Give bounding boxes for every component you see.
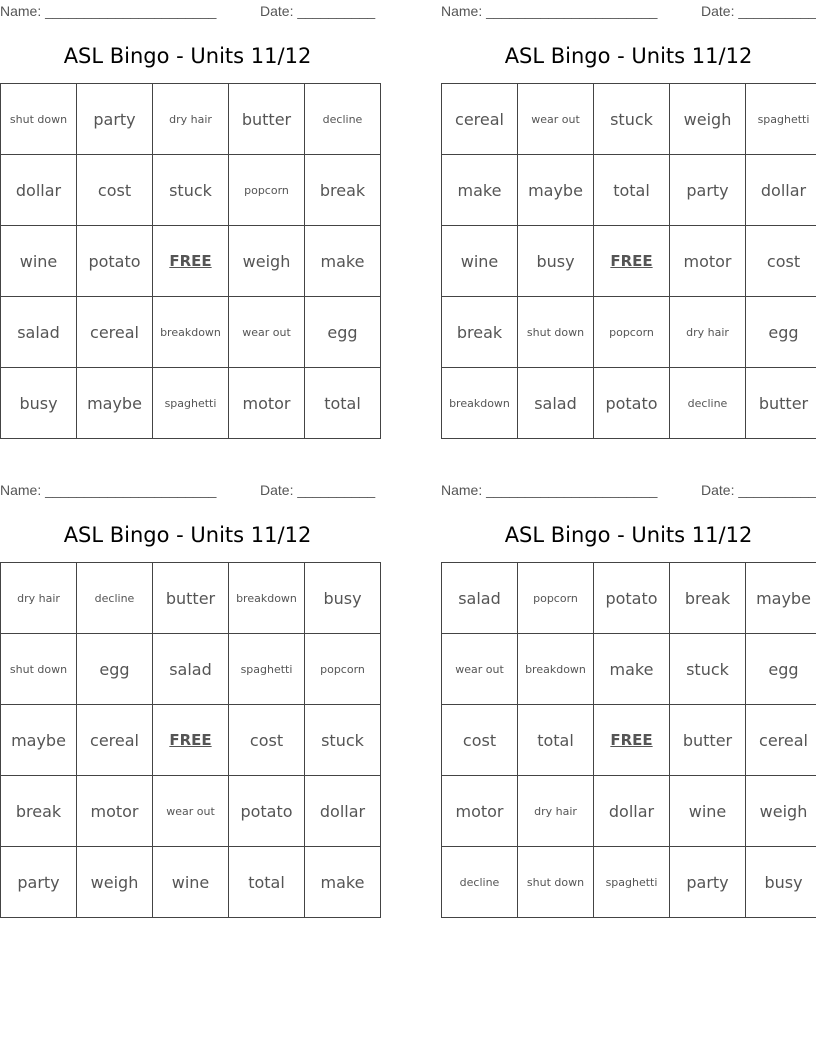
bingo-cell: dry hair	[518, 776, 594, 847]
bingo-cell: maybe	[746, 563, 816, 634]
bingo-cell: popcorn	[518, 563, 594, 634]
name-field-label: Name: ______________________	[0, 482, 217, 498]
bingo-cell: make	[442, 155, 518, 226]
name-field-label: Name: ______________________	[0, 3, 217, 19]
bingo-cell: weigh	[77, 847, 153, 918]
bingo-cell: motor	[77, 776, 153, 847]
bingo-cell: make	[594, 634, 670, 705]
bingo-cell: decline	[305, 84, 381, 155]
bingo-cell: break	[442, 297, 518, 368]
bingo-row	[442, 297, 816, 368]
bingo-cell: cereal	[442, 84, 518, 155]
bingo-cell: maybe	[1, 705, 77, 776]
bingo-cell: popcorn	[229, 155, 305, 226]
bingo-cell: spaghetti	[153, 368, 229, 439]
bingo-row	[442, 84, 816, 155]
bingo-cell: make	[305, 226, 381, 297]
bingo-cell: shut down	[1, 634, 77, 705]
bingo-row	[1, 297, 381, 368]
bingo-cell: stuck	[594, 84, 670, 155]
bingo-cell: wear out	[229, 297, 305, 368]
bingo-cell: party	[1, 847, 77, 918]
bingo-cell: shut down	[518, 847, 594, 918]
bingo-cell: dollar	[594, 776, 670, 847]
bingo-cell: stuck	[670, 634, 746, 705]
bingo-grid	[441, 562, 816, 918]
bingo-cell: busy	[305, 563, 381, 634]
date-field-label: Date: __________	[701, 3, 816, 19]
free-space-cell: FREE	[594, 226, 670, 297]
bingo-cell: break	[1, 776, 77, 847]
bingo-row	[442, 705, 816, 776]
bingo-cell: motor	[670, 226, 746, 297]
bingo-cell: cereal	[77, 297, 153, 368]
bingo-cell: wear out	[518, 84, 594, 155]
bingo-cell: butter	[670, 705, 746, 776]
bingo-cell: butter	[153, 563, 229, 634]
bingo-cell: potato	[77, 226, 153, 297]
bingo-cell: wine	[153, 847, 229, 918]
bingo-cell: cereal	[746, 705, 816, 776]
bingo-cell: salad	[518, 368, 594, 439]
bingo-row	[1, 563, 381, 634]
bingo-cell: wear out	[153, 776, 229, 847]
bingo-cell: wine	[442, 226, 518, 297]
bingo-cell: weigh	[670, 84, 746, 155]
date-field-label: Date: __________	[260, 482, 376, 498]
bingo-row	[442, 368, 816, 439]
card-title: ASL Bingo - Units 11/12	[63, 44, 312, 68]
bingo-cell: salad	[442, 563, 518, 634]
bingo-row	[442, 634, 816, 705]
bingo-cell: busy	[746, 847, 816, 918]
bingo-row	[442, 776, 816, 847]
bingo-cell: dry hair	[1, 563, 77, 634]
bingo-cell: total	[229, 847, 305, 918]
bingo-cell: maybe	[518, 155, 594, 226]
bingo-cell: potato	[594, 563, 670, 634]
bingo-cell: cost	[77, 155, 153, 226]
bingo-cell: egg	[77, 634, 153, 705]
bingo-cell: spaghetti	[229, 634, 305, 705]
bingo-cell: breakdown	[153, 297, 229, 368]
bingo-cell: potato	[229, 776, 305, 847]
bingo-cell: cost	[442, 705, 518, 776]
card-title: ASL Bingo - Units 11/12	[63, 523, 312, 547]
bingo-cell: shut down	[1, 84, 77, 155]
bingo-row	[1, 705, 381, 776]
bingo-cell: total	[518, 705, 594, 776]
bingo-cell: make	[305, 847, 381, 918]
bingo-cell: butter	[746, 368, 816, 439]
bingo-row	[1, 368, 381, 439]
bingo-cell: total	[305, 368, 381, 439]
bingo-cell: wine	[1, 226, 77, 297]
bingo-row	[442, 563, 816, 634]
bingo-cell: party	[670, 847, 746, 918]
bingo-cell: wear out	[442, 634, 518, 705]
bingo-cell: busy	[518, 226, 594, 297]
bingo-cell: breakdown	[518, 634, 594, 705]
free-space-cell: FREE	[594, 705, 670, 776]
bingo-cell: egg	[746, 634, 816, 705]
bingo-cell: dollar	[1, 155, 77, 226]
bingo-row	[1, 847, 381, 918]
bingo-cell: cereal	[77, 705, 153, 776]
card-title: ASL Bingo - Units 11/12	[504, 523, 753, 547]
bingo-grid	[0, 562, 381, 918]
bingo-cell: busy	[1, 368, 77, 439]
name-field-label: Name: ______________________	[441, 3, 658, 19]
bingo-cell: motor	[442, 776, 518, 847]
bingo-cell: cost	[746, 226, 816, 297]
date-field-label: Date: __________	[260, 3, 376, 19]
bingo-cell: weigh	[746, 776, 816, 847]
bingo-cell: popcorn	[305, 634, 381, 705]
bingo-cell: shut down	[518, 297, 594, 368]
bingo-row	[442, 847, 816, 918]
name-field-label: Name: ______________________	[441, 482, 658, 498]
bingo-grid	[0, 83, 381, 439]
bingo-cell: popcorn	[594, 297, 670, 368]
bingo-cell: total	[594, 155, 670, 226]
bingo-cell: spaghetti	[746, 84, 816, 155]
free-space-cell: FREE	[153, 705, 229, 776]
bingo-cell: dollar	[746, 155, 816, 226]
bingo-cell: breakdown	[442, 368, 518, 439]
bingo-cell: break	[670, 563, 746, 634]
bingo-row	[442, 226, 816, 297]
bingo-cell: stuck	[153, 155, 229, 226]
bingo-cell: decline	[442, 847, 518, 918]
bingo-row	[442, 155, 816, 226]
bingo-cell: decline	[670, 368, 746, 439]
bingo-cell: cost	[229, 705, 305, 776]
bingo-cell: salad	[153, 634, 229, 705]
free-space-cell: FREE	[153, 226, 229, 297]
bingo-cell: egg	[305, 297, 381, 368]
date-field-label: Date: __________	[701, 482, 816, 498]
bingo-grid	[441, 83, 816, 439]
bingo-cell: dry hair	[153, 84, 229, 155]
bingo-cell: salad	[1, 297, 77, 368]
bingo-cell: breakdown	[229, 563, 305, 634]
bingo-cell: potato	[594, 368, 670, 439]
bingo-cell: butter	[229, 84, 305, 155]
bingo-row	[1, 776, 381, 847]
bingo-cell: wine	[670, 776, 746, 847]
bingo-row	[1, 226, 381, 297]
bingo-cell: stuck	[305, 705, 381, 776]
bingo-cell: dollar	[305, 776, 381, 847]
bingo-cell: motor	[229, 368, 305, 439]
bingo-row	[1, 634, 381, 705]
card-title: ASL Bingo - Units 11/12	[504, 44, 753, 68]
bingo-cell: party	[77, 84, 153, 155]
bingo-cell: decline	[77, 563, 153, 634]
bingo-cell: egg	[746, 297, 816, 368]
bingo-cell: weigh	[229, 226, 305, 297]
bingo-row	[1, 155, 381, 226]
bingo-cell: spaghetti	[594, 847, 670, 918]
bingo-row	[1, 84, 381, 155]
bingo-cell: break	[305, 155, 381, 226]
bingo-cell: dry hair	[670, 297, 746, 368]
bingo-cell: party	[670, 155, 746, 226]
bingo-cell: maybe	[77, 368, 153, 439]
